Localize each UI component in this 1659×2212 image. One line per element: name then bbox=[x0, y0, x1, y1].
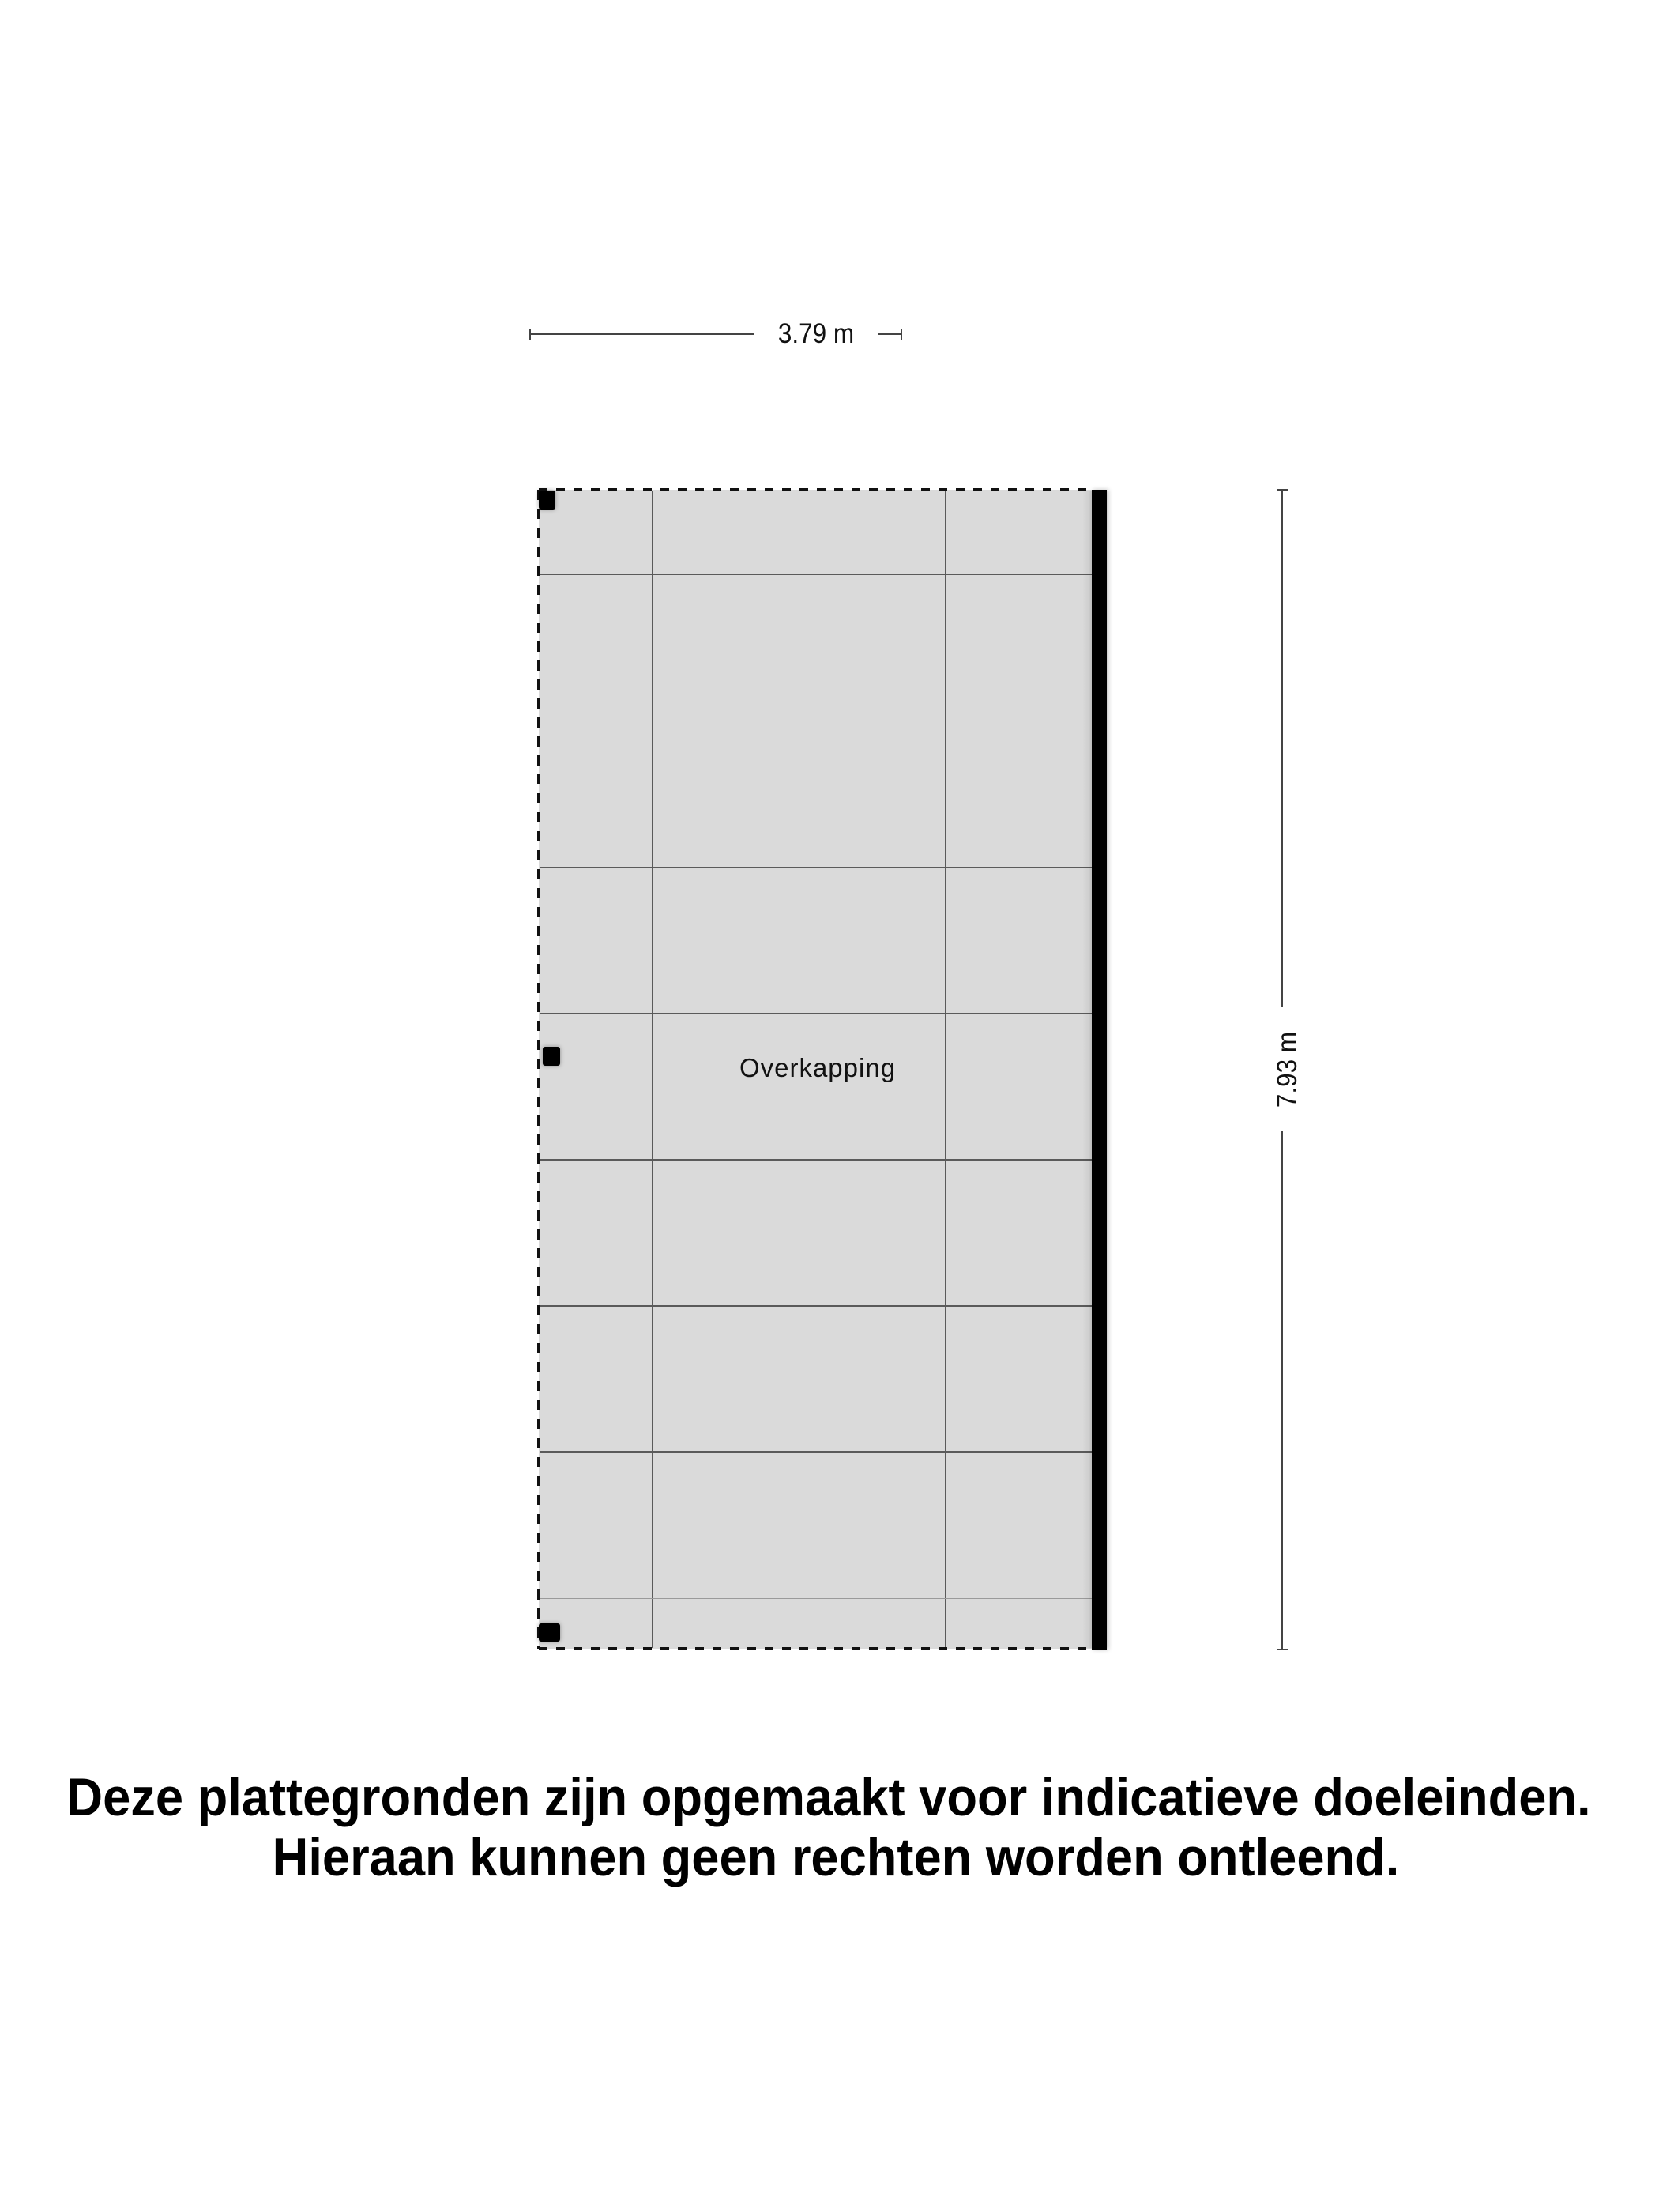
depth-dimension-label: 7.93 m bbox=[1272, 1031, 1303, 1108]
grid-line-horizontal-faint bbox=[540, 1598, 1092, 1599]
disclaimer-line-2: Hieraan kunnen geen rechten worden ontleend. bbox=[272, 1827, 1400, 1887]
grid-line-vertical bbox=[945, 491, 946, 1648]
open-edge-top bbox=[539, 488, 1092, 491]
wall-shadow bbox=[1082, 491, 1092, 1648]
width-dimension-line-left bbox=[530, 333, 754, 335]
grid-line-horizontal bbox=[540, 1013, 1092, 1014]
depth-dimension-line-top bbox=[1281, 490, 1283, 1007]
grid-line-horizontal bbox=[540, 1451, 1092, 1453]
width-dimension-label: 3.79 m bbox=[777, 318, 855, 349]
solid-wall-right bbox=[1092, 490, 1107, 1650]
post-middle-left bbox=[543, 1047, 560, 1066]
depth-dimension-tick-bottom bbox=[1277, 1649, 1288, 1650]
open-edge-bottom bbox=[539, 1647, 1092, 1650]
grid-line-horizontal bbox=[540, 574, 1092, 575]
width-dimension-line-right bbox=[878, 333, 901, 335]
depth-dimension-line-bottom bbox=[1281, 1131, 1283, 1650]
post-bottom-left bbox=[539, 1623, 560, 1642]
width-dimension-tick-right bbox=[901, 329, 902, 340]
grid-line-horizontal bbox=[540, 867, 1092, 868]
grid-line-vertical bbox=[652, 491, 653, 1648]
disclaimer-line-1: Deze plattegronden zijn opgemaakt voor indicatieve doeleinden. bbox=[66, 1767, 1591, 1827]
post-top-left bbox=[539, 491, 555, 510]
grid-line-horizontal bbox=[540, 1305, 1092, 1307]
grid-line-horizontal bbox=[540, 1159, 1092, 1161]
open-edge-left bbox=[537, 490, 540, 1649]
room-label: Overkapping bbox=[739, 1053, 897, 1082]
